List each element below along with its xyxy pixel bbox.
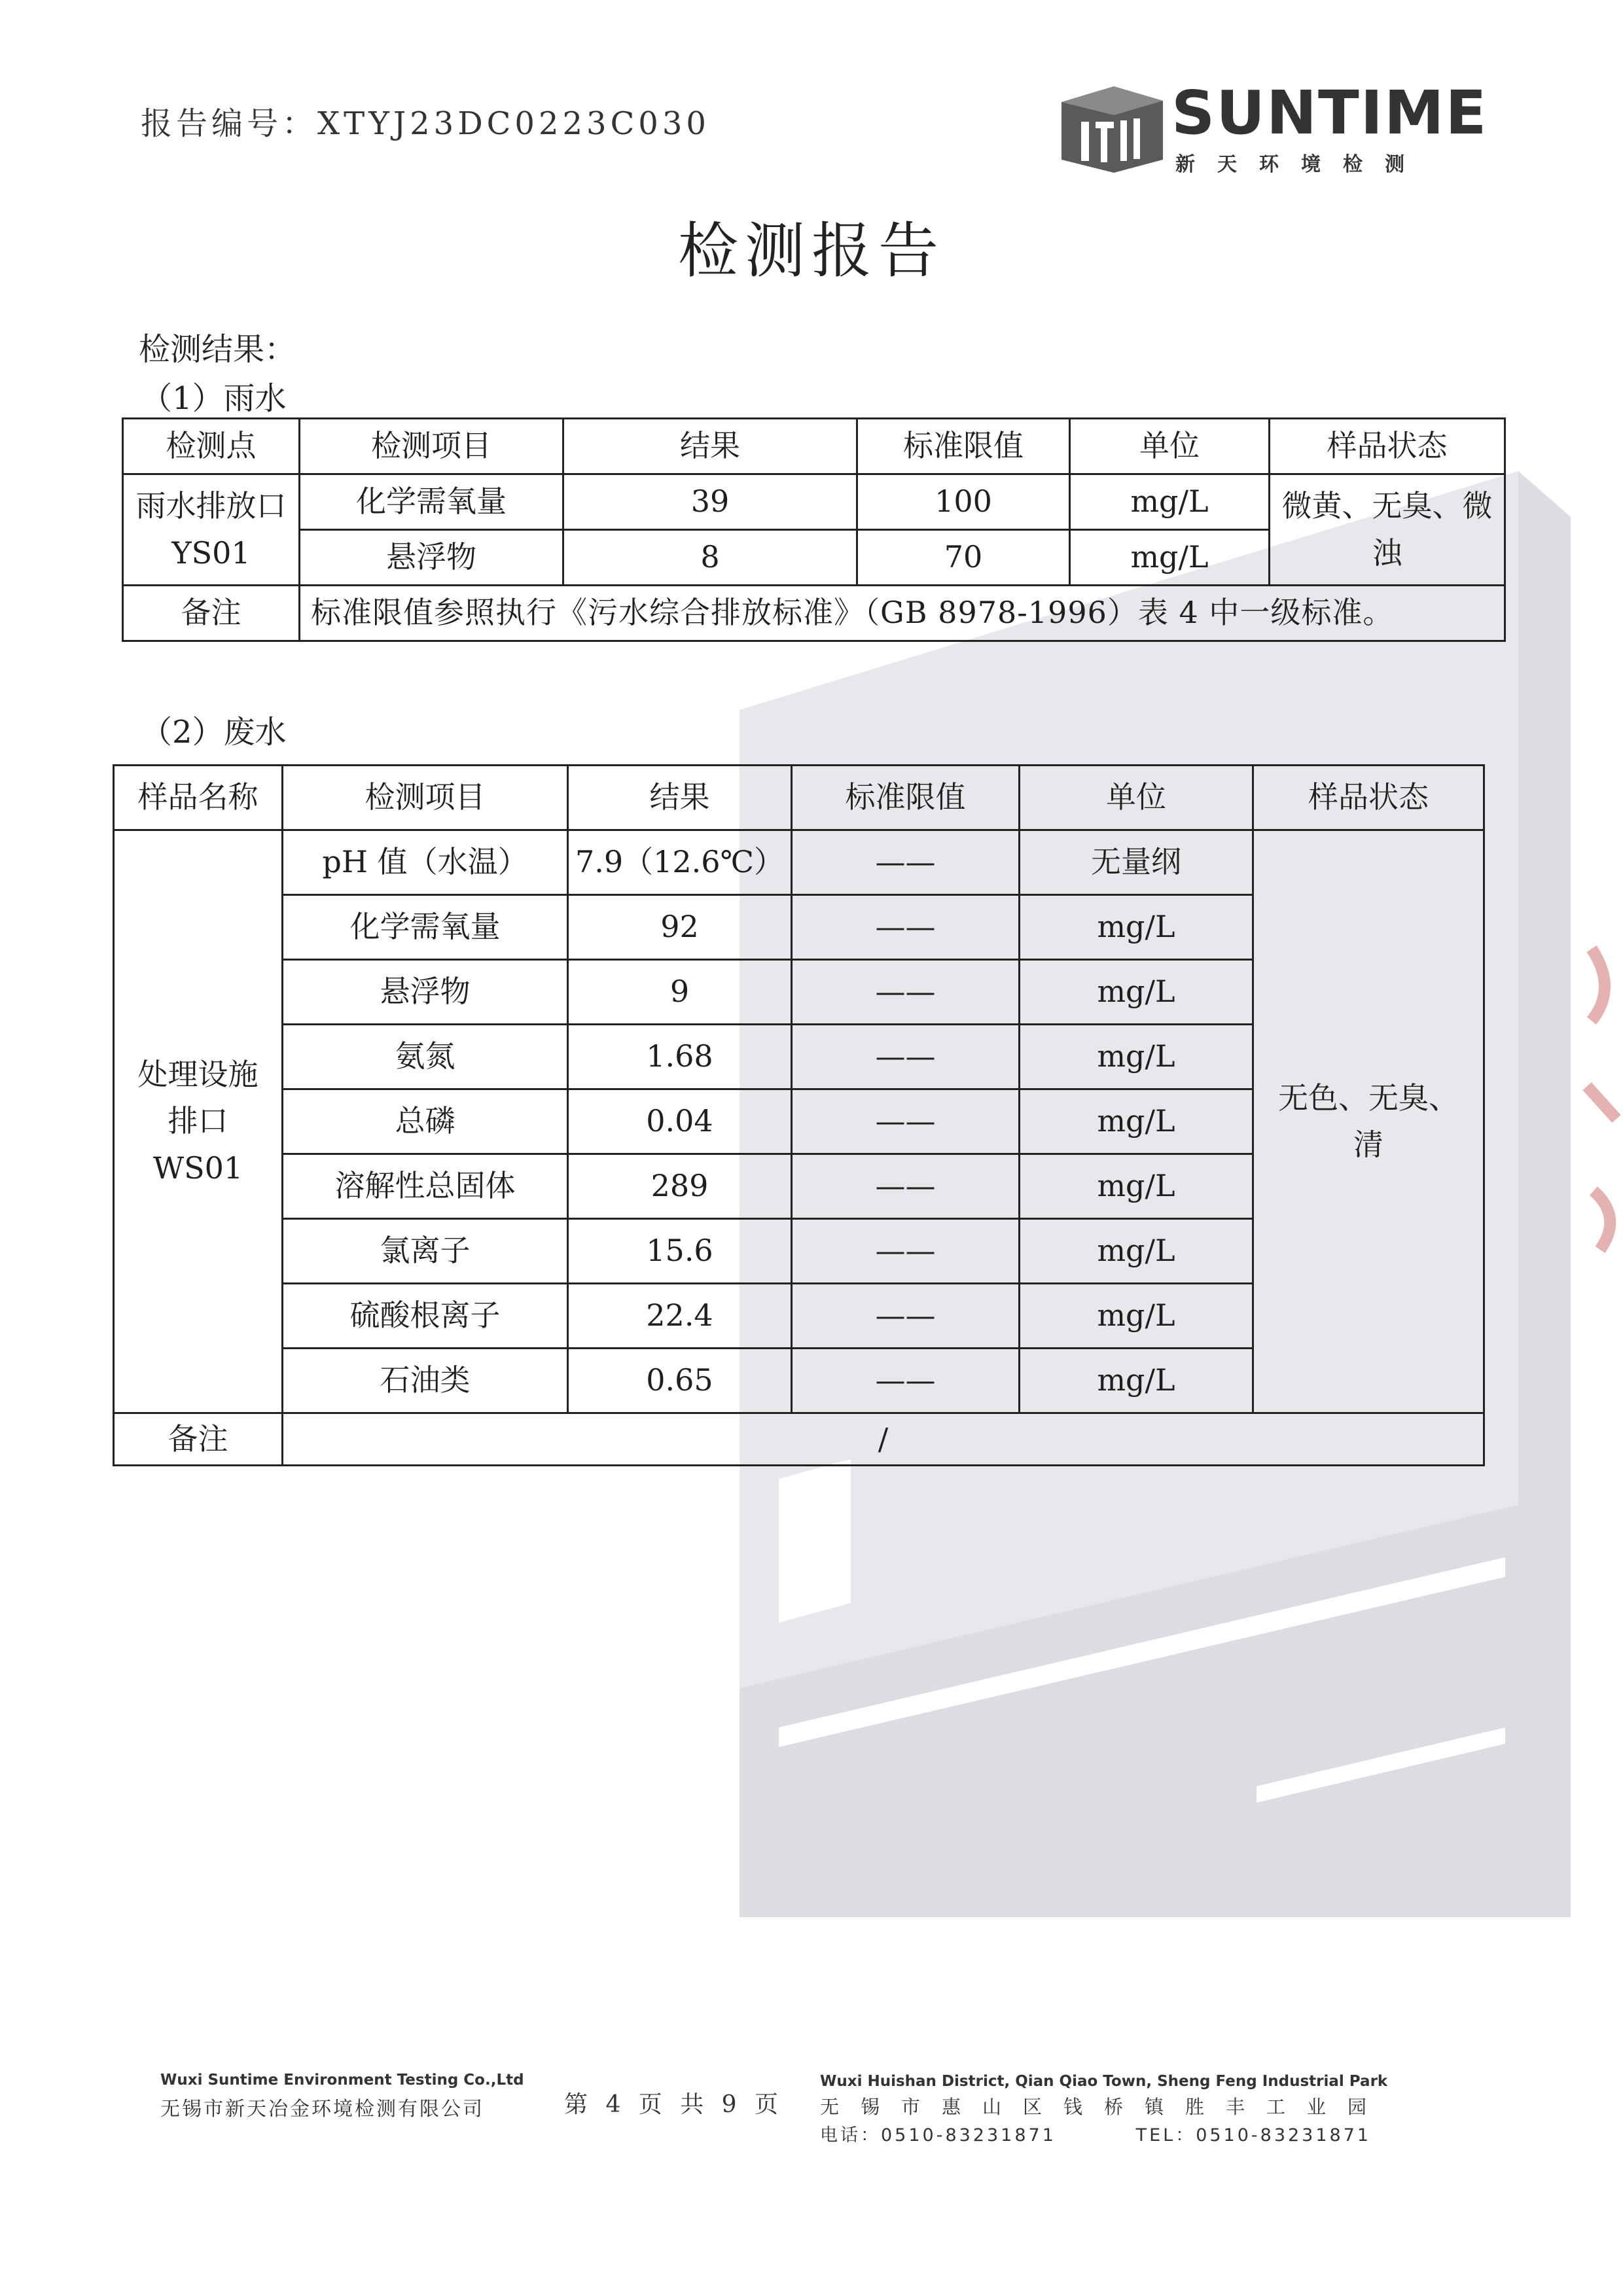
result-value: 9 bbox=[568, 960, 792, 1025]
address-cn: 无锡市惠山区钱桥镇胜丰工业园 bbox=[820, 2096, 1389, 2118]
unit: mg/L bbox=[1020, 1219, 1253, 1284]
header-cell: 样品名称 bbox=[114, 766, 283, 830]
limit-value: —— bbox=[792, 1219, 1020, 1284]
unit: mg/L bbox=[1020, 1154, 1253, 1219]
header-cell: 标准限值 bbox=[792, 766, 1020, 830]
result-value: 8 bbox=[563, 530, 857, 586]
test-item: 氯离子 bbox=[283, 1219, 568, 1284]
company-name-en: Wuxi Suntime Environment Testing Co.,Ltd bbox=[160, 2072, 524, 2089]
limit-value: —— bbox=[792, 1025, 1020, 1089]
address-en: Wuxi Huishan District, Qian Qiao Town, Sheng Feng Industrial Park bbox=[820, 2073, 1388, 2090]
rain-section-title: （1）雨水 bbox=[141, 380, 287, 417]
sample-name: 处理设施排口WS01 bbox=[114, 830, 283, 1413]
note-label: 备注 bbox=[114, 1413, 283, 1466]
test-item: 溶解性总固体 bbox=[283, 1154, 568, 1219]
phone-cn: 电话：0510-83231871 bbox=[820, 2125, 1056, 2146]
test-item: 硫酸根离子 bbox=[283, 1284, 568, 1349]
test-item: 石油类 bbox=[283, 1349, 568, 1413]
wastewater-results-table bbox=[113, 764, 1485, 1466]
test-item: 悬浮物 bbox=[300, 530, 563, 586]
result-value: 22.4 bbox=[568, 1284, 792, 1349]
note-text: 标准限值参照执行《污水综合排放标准》（GB 8978-1996）表 4 中一级标准。 bbox=[300, 586, 1505, 641]
sample-state: 无色、无臭、清 bbox=[1253, 830, 1484, 1413]
unit: mg/L bbox=[1020, 1025, 1253, 1089]
test-item: 化学需氧量 bbox=[300, 474, 563, 530]
header-cell: 结果 bbox=[568, 766, 792, 830]
limit-value: 100 bbox=[857, 474, 1070, 530]
result-value: 15.6 bbox=[568, 1219, 792, 1284]
company-logo bbox=[1055, 77, 1488, 176]
unit: mg/L bbox=[1020, 895, 1253, 960]
limit-value: —— bbox=[792, 895, 1020, 960]
sampling-point: 雨水排放口 YS01 bbox=[123, 474, 300, 586]
table-row bbox=[123, 474, 1505, 530]
result-value: 289 bbox=[568, 1154, 792, 1219]
limit-value: —— bbox=[792, 1154, 1020, 1219]
unit: 无量纲 bbox=[1020, 830, 1253, 895]
header-cell: 结果 bbox=[563, 419, 857, 474]
limit-value: 70 bbox=[857, 530, 1070, 586]
header-cell: 样品状态 bbox=[1270, 419, 1505, 474]
result-value: 92 bbox=[568, 895, 792, 960]
unit: mg/L bbox=[1070, 474, 1270, 530]
header-cell: 样品状态 bbox=[1253, 766, 1484, 830]
limit-value: —— bbox=[792, 960, 1020, 1025]
header-cell: 单位 bbox=[1020, 766, 1253, 830]
result-value: 39 bbox=[563, 474, 857, 530]
company-name-cn: 无锡市新天冶金环境检测有限公司 bbox=[160, 2098, 484, 2121]
results-label: 检测结果： bbox=[139, 331, 296, 368]
header-cell: 检测项目 bbox=[283, 766, 568, 830]
waste-section-title: （2）废水 bbox=[141, 714, 287, 751]
unit: mg/L bbox=[1020, 1349, 1253, 1413]
header-cell: 单位 bbox=[1070, 419, 1270, 474]
footer-address bbox=[820, 2073, 1388, 2146]
logo-subtitle: 新天环境检测 bbox=[1175, 153, 1427, 176]
report-number: 报告编号：XTYJ23DC0223C030 bbox=[141, 105, 710, 142]
test-item: 总磷 bbox=[283, 1089, 568, 1154]
sample-state: 微黄、无臭、微浊 bbox=[1270, 474, 1505, 586]
suntime-logo-icon bbox=[1055, 82, 1166, 174]
header-cell: 检测点 bbox=[123, 419, 300, 474]
unit: mg/L bbox=[1070, 530, 1270, 586]
note-label: 备注 bbox=[123, 586, 300, 641]
note-text: / bbox=[283, 1413, 1484, 1466]
limit-value: —— bbox=[792, 830, 1020, 895]
test-item: 悬浮物 bbox=[283, 960, 568, 1025]
limit-value: —— bbox=[792, 1089, 1020, 1154]
test-item: pH 值（水温） bbox=[283, 830, 568, 895]
unit: mg/L bbox=[1020, 1089, 1253, 1154]
result-value: 0.04 bbox=[568, 1089, 792, 1154]
test-item: 氨氮 bbox=[283, 1025, 568, 1089]
footer-company bbox=[160, 2072, 524, 2121]
result-value: 7.9（12.6℃） bbox=[568, 830, 792, 895]
unit: mg/L bbox=[1020, 1284, 1253, 1349]
table-row bbox=[114, 830, 1484, 895]
result-value: 1.68 bbox=[568, 1025, 792, 1089]
phone-en: TEL：0510-83231871 bbox=[1135, 2125, 1372, 2146]
header-cell: 标准限值 bbox=[857, 419, 1070, 474]
limit-value: —— bbox=[792, 1349, 1020, 1413]
header-cell: 检测项目 bbox=[300, 419, 563, 474]
rainwater-results-table bbox=[122, 417, 1506, 642]
logo-wordmark: SUNTIME bbox=[1171, 78, 1488, 148]
document-title: 检测报告 bbox=[677, 216, 945, 286]
limit-value: —— bbox=[792, 1284, 1020, 1349]
unit: mg/L bbox=[1020, 960, 1253, 1025]
test-item: 化学需氧量 bbox=[283, 895, 568, 960]
page-number: 第 4 页 共 9 页 bbox=[564, 2091, 784, 2118]
result-value: 0.65 bbox=[568, 1349, 792, 1413]
